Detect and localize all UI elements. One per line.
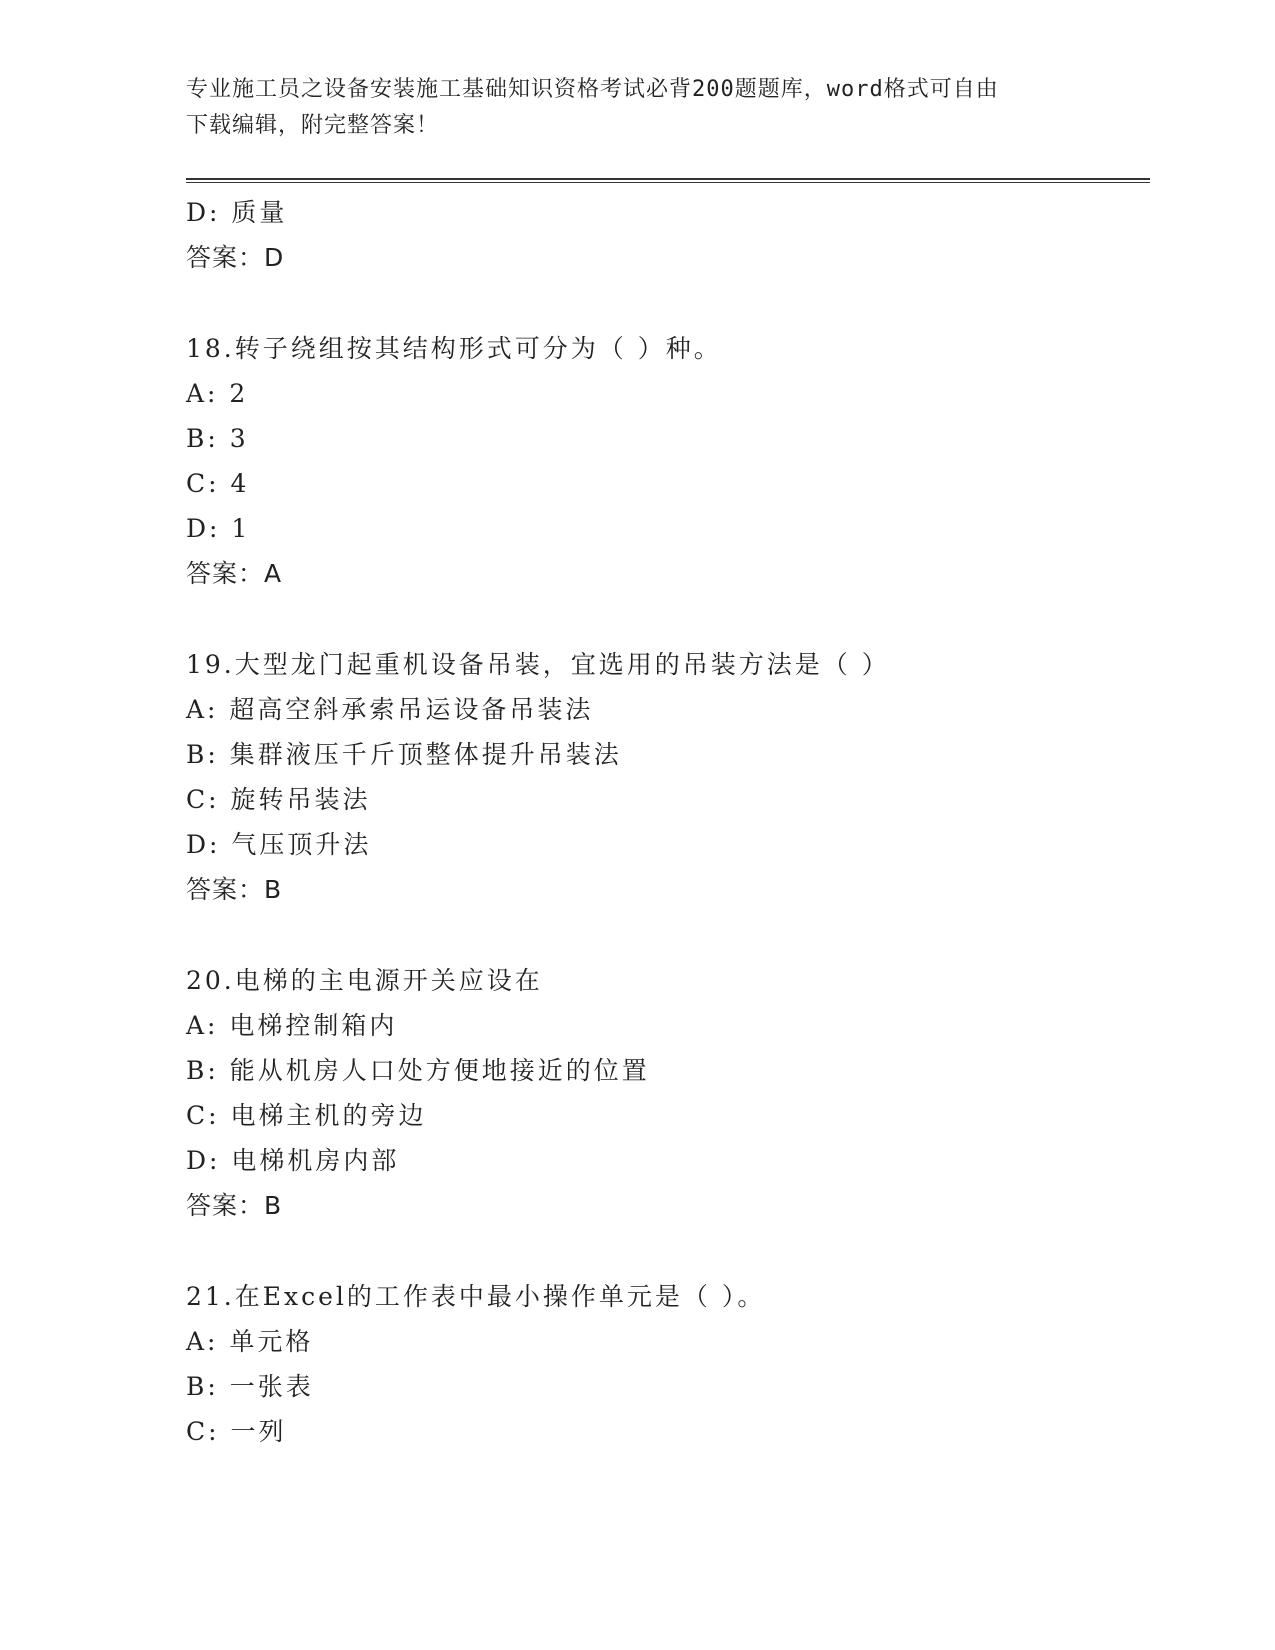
header-divider-thin — [186, 182, 1150, 183]
question-text: 18.转子绕组按其结构形式可分为（ ）种。 — [186, 334, 722, 363]
option-a: A: 单元格 — [186, 1327, 314, 1356]
spacer — [186, 912, 1146, 958]
option-b: B: 一张表 — [186, 1372, 314, 1401]
option-c: C: 旋转吊装法 — [186, 785, 371, 814]
header-divider-thick — [186, 178, 1150, 180]
spacer — [186, 596, 1146, 642]
question-20 — [186, 958, 1146, 1228]
option-c: C: 电梯主机的旁边 — [186, 1101, 427, 1130]
option-c: C: 4 — [186, 469, 250, 498]
spacer — [186, 280, 1146, 326]
option-b: B: 3 — [186, 424, 249, 453]
option-a: A: 2 — [186, 379, 249, 408]
option-b: B: 集群液压千斤顶整体提升吊装法 — [186, 740, 622, 769]
question-text: 20.电梯的主电源开关应设在 — [186, 966, 543, 995]
option-b: B: 能从机房人口处方便地接近的位置 — [186, 1056, 650, 1085]
answer: 答案：A — [186, 559, 283, 588]
spacer — [186, 1228, 1146, 1274]
question-19 — [186, 642, 1146, 912]
option-c: C: 一列 — [186, 1417, 287, 1446]
document-header — [186, 72, 1086, 144]
option-d: D: 1 — [186, 514, 251, 543]
option-a: A: 电梯控制箱内 — [186, 1011, 398, 1040]
prev-answer: 答案：D — [186, 243, 285, 272]
question-18 — [186, 326, 1146, 596]
option-a: A: 超高空斜承索吊运设备吊装法 — [186, 695, 594, 724]
option-d: D: 气压顶升法 — [186, 830, 372, 859]
prev-option-d: D: 质量 — [186, 198, 288, 227]
option-d: D: 电梯机房内部 — [186, 1146, 400, 1175]
answer: 答案：B — [186, 875, 283, 904]
question-text: 21.在Excel的工作表中最小操作单元是（ ）。 — [186, 1282, 766, 1311]
question-21 — [186, 1274, 1146, 1454]
question-list — [186, 190, 1146, 1454]
header-line-2: 下载编辑，附完整答案！ — [186, 113, 440, 138]
header-line-1: 专业施工员之设备安装施工基础知识资格考试必背200题题库，word格式可自由 — [186, 77, 999, 102]
answer: 答案：B — [186, 1191, 283, 1220]
question-text: 19.大型龙门起重机设备吊装，宜选用的吊装方法是（ ） — [186, 650, 890, 679]
